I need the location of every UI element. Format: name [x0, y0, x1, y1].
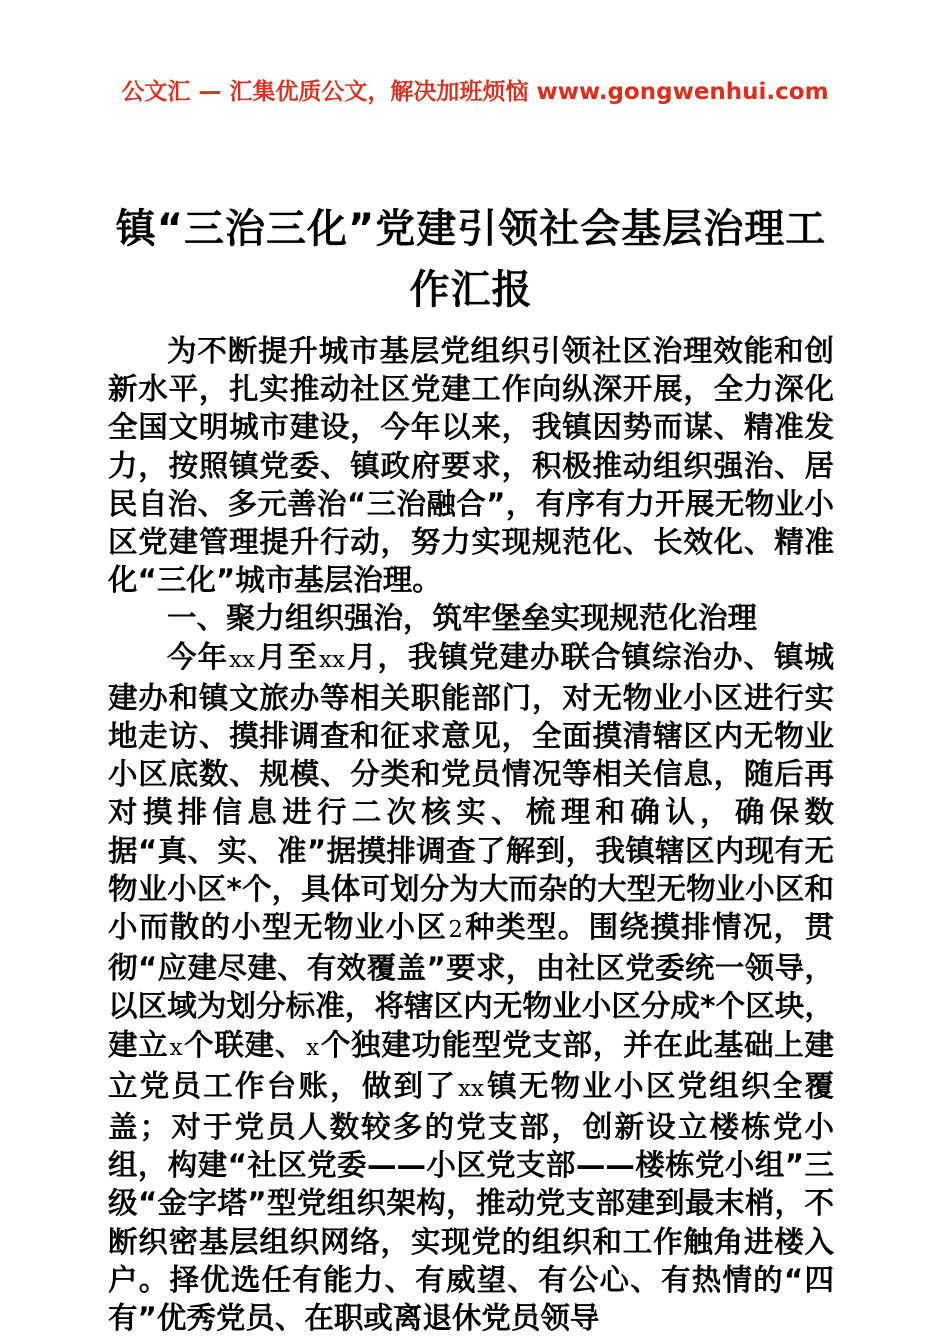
document-body: [108, 332, 834, 1337]
section-heading-1: 一、聚力组织强治，筑牢堡垒实现规范化治理: [167, 601, 758, 636]
paragraph-intro: 为不断提升城市基层党组织引领社区治理效能和创新水平，扎实推动社区党建工作向纵深开展，全力深化全国文明城市建设，今年以来，我镇因势而谋、精准发力，按照镇党委、镇政府要求，积极推动组织强治、居民自治、多元善治“三治融合”，有序有力开展无物业小区党建管理提升行动，努力实现规范化、长效化、精准化“三化”城市基层治理。: [108, 334, 834, 598]
watermark-brand-text: 公文汇 — 汇集优质公文，解决加班烦恼: [121, 79, 529, 105]
paragraph-section-1-body: 今年xx月至xx月，我镇党建办联合镇综治办、镇城建办和镇文旅办等相关职能部门，对无物业小区进行实地走访、摸排调查和征求意见，全面摸清辖区内无物业小区底数、规模、分类和党员情况等相关信息，随后再对摸排信息进行二次核实、梳理和确认，确保数据“真、实、准”据摸排调查了解到，我镇辖区内现有无物业小区*个，具体可划分为大而杂的大型无物业小区和小而散的小型无物业小区2种类型。围绕摸排情况，贯彻“应建尽建、有效覆盖”要求，由社区党委统一领导，以区域为划分标准，将辖区内无物业小区分成*个区块，建立x个联建、x个独建功能型党支部，并在此基础上建立党员工作台账，做到了xx镇无物业小区党组织全覆盖；对于党员人数较多的党支部，创新设立楼栋党小组，构建“社区党委——小区党支部——楼栋党小组”三级“金字塔”型党组织架构，推动党支部建到最末梢，不断织密基层组织网络，实现党的组织和工作触角进楼入户。择优选任有能力、有威望、有公心、有热情的“四有”优秀党员、在职或离退休党员领导: [108, 639, 834, 1336]
document-title: 镇“三治三化”党建引领社会基层治理工作汇报: [115, 205, 827, 313]
watermark-url: www.gongwenhui.com: [536, 79, 829, 105]
site-watermark-header: [0, 78, 950, 108]
